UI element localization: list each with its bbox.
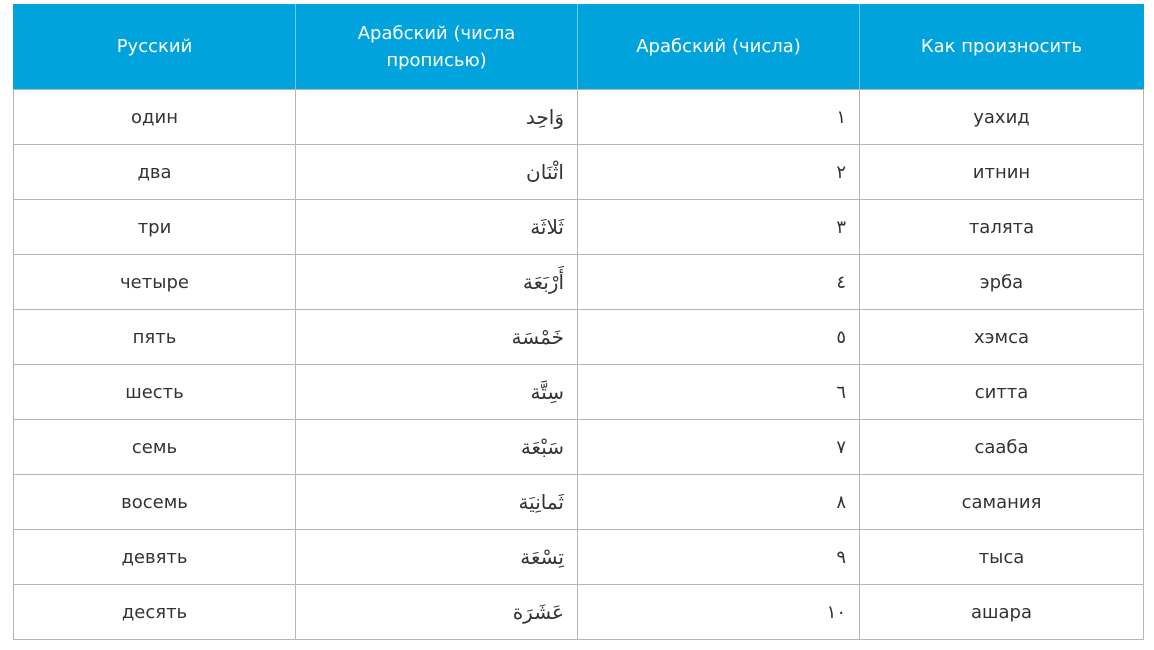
table-row [14,475,1144,530]
table-row [14,365,1144,420]
table-row [14,530,1144,585]
table-body [14,90,1144,640]
arabic-word-cell: وَاحِد [296,90,578,145]
pronunciation-cell: сааба [860,420,1144,475]
arabic-digit-cell: ٦ [578,365,860,420]
header-row [14,4,1144,90]
table-row [14,90,1144,145]
russian-cell: шесть [14,365,296,420]
arabic-word-cell: سِتَّة [296,365,578,420]
numbers-table [13,4,1144,640]
table-row [14,585,1144,640]
arabic-word-cell: ثَمانِيَة [296,475,578,530]
arabic-digit-cell: ٨ [578,475,860,530]
russian-cell: семь [14,420,296,475]
russian-cell: восемь [14,475,296,530]
russian-cell: десять [14,585,296,640]
arabic-word-cell: عَشَرَة [296,585,578,640]
russian-cell: три [14,200,296,255]
arabic-digit-cell: ٧ [578,420,860,475]
arabic-digit-cell: ٩ [578,530,860,585]
table-row [14,420,1144,475]
pronunciation-cell: талята [860,200,1144,255]
table-row [14,145,1144,200]
header-pronunciation: Как произносить [860,4,1144,90]
russian-cell: пять [14,310,296,365]
pronunciation-cell: итнин [860,145,1144,200]
header-arabic-digits: Арабский (числа) [578,4,860,90]
arabic-digit-cell: ٣ [578,200,860,255]
arabic-digit-cell: ١٠ [578,585,860,640]
pronunciation-cell: ашара [860,585,1144,640]
table-row [14,255,1144,310]
pronunciation-cell: ситта [860,365,1144,420]
header-arabic-words: Арабский (числа прописью) [296,4,578,90]
arabic-digit-cell: ٥ [578,310,860,365]
arabic-digit-cell: ٢ [578,145,860,200]
russian-cell: два [14,145,296,200]
pronunciation-cell: тыса [860,530,1144,585]
arabic-word-cell: اثْنَان [296,145,578,200]
numbers-table-container [13,4,1143,640]
arabic-word-cell: أَرْبَعَة [296,255,578,310]
table-row [14,200,1144,255]
arabic-word-cell: خَمْسَة [296,310,578,365]
arabic-word-cell: ثَلاثَة [296,200,578,255]
russian-cell: один [14,90,296,145]
pronunciation-cell: эрба [860,255,1144,310]
pronunciation-cell: самания [860,475,1144,530]
table-row [14,310,1144,365]
header-russian: Русский [14,4,296,90]
arabic-word-cell: تِسْعَة [296,530,578,585]
arabic-word-cell: سَبْعَة [296,420,578,475]
russian-cell: девять [14,530,296,585]
arabic-digit-cell: ١ [578,90,860,145]
pronunciation-cell: хэмса [860,310,1144,365]
russian-cell: четыре [14,255,296,310]
arabic-digit-cell: ٤ [578,255,860,310]
pronunciation-cell: уахид [860,90,1144,145]
table-header [14,4,1144,90]
